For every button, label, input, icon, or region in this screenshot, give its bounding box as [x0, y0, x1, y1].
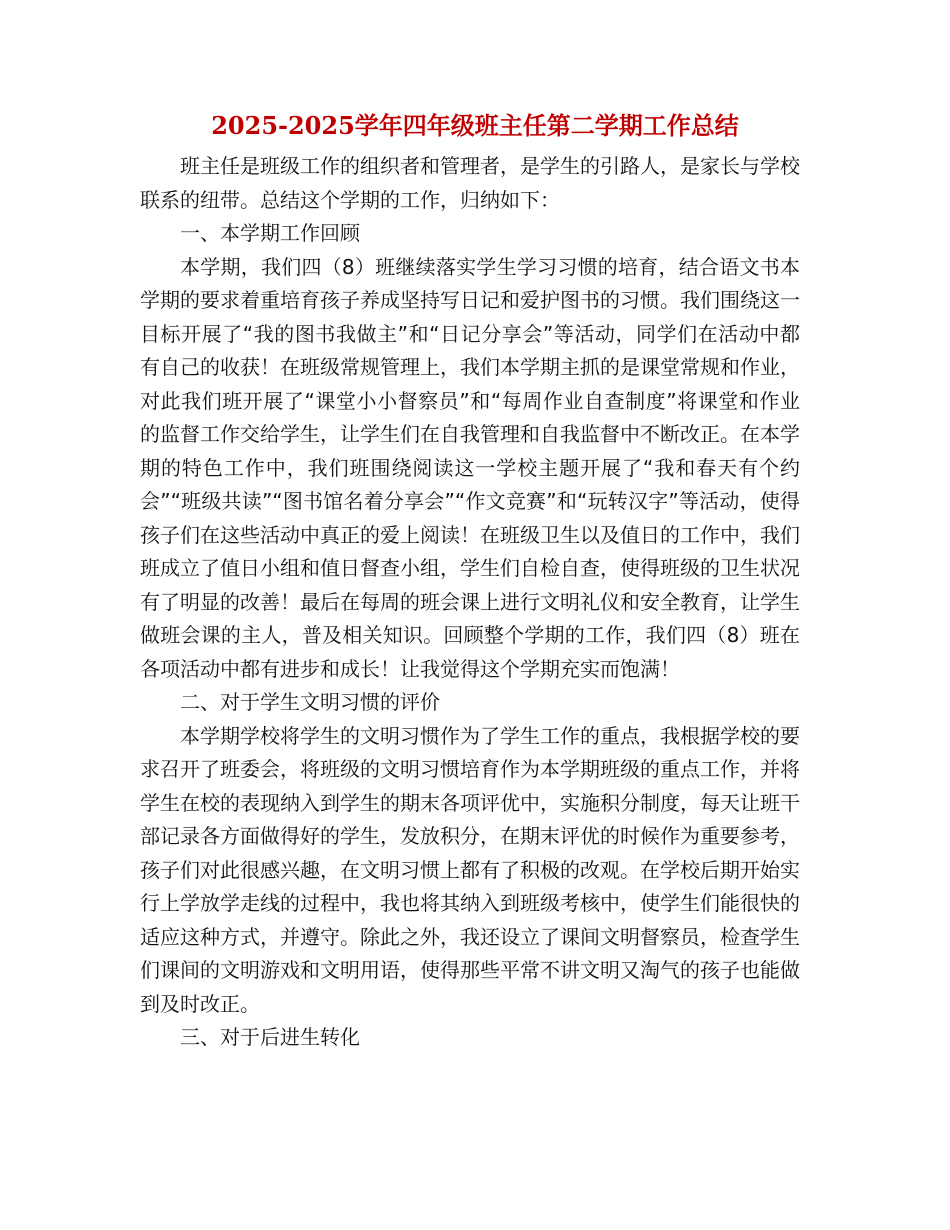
section-heading-3: 三、对于后进生转化: [180, 1025, 360, 1049]
document-body: [140, 150, 800, 1055]
section-paragraph-1: 本学期，我们四（8）班继续落实学生学习习惯的培育，结合语文书本学期的要求着重培育孩子养成坚持写日记和爱护图书的习惯。我们围绕这一目标开展了“我的图书我做主”和“日记分享会”等活动，同学们在活动中都有自己的收获！在班级常规管理上，我们本学期主抓的是课堂常规和作业，对此我们班开展了“课堂小小督察员”和“每周作业自查制度”将课堂和作业的监督工作交给学生，让学生们在自我管理和自我监督中不断改正。在本学期的特色工作中，我们班围绕阅读这一学校主题开展了“我和春天有个约会”“班级共读”“图书馆名着分享会”“作文竞赛”和“玩转汉字”等活动，使得孩子们在这些活动中真正的爱上阅读！在班级卫生以及值日的工作中，我们班成立了值日小组和值日督查小组，学生们自检自查，使得班级的卫生状况有了明显的改善！最后在每周的班会课上进行文明礼仪和安全教育，让学生做班会课的主人，普及相关知识。回顾整个学期的工作，我们四（8）班在各项活动中都有进步和成长！让我觉得这个学期充实而饱满！: [140, 254, 800, 681]
section-paragraph-2: 本学期学校将学生的文明习惯作为了学生工作的重点，我根据学校的要求召开了班委会，将班级的文明习惯培育作为本学期班级的重点工作，并将学生在校的表现纳入到学生的期末各项评优中，实施积分制度，每天让班干部记录各方面做得好的学生，发放积分，在期末评优的时候作为重要参考，孩子们对此很感兴趣，在文明习惯上都有了积极的改观。在学校后期开始实行上学放学走线的过程中，我也将其纳入到班级考核中，使学生们能很快的适应这种方式，并遵守。除此之外，我还设立了课间文明督察员，检查学生们课间的文明游戏和文明用语，使得那些平常不讲文明又淘气的孩子也能做到及时改正。: [140, 723, 800, 1016]
intro-paragraph: 班主任是班级工作的组织者和管理者，是学生的引路人，是家长与学校联系的纽带。总结这个学期的工作，归纳如下：: [140, 154, 800, 212]
document-title: 2025-2025学年四年级班主任第二学期工作总结: [211, 111, 739, 140]
section-heading-2: 二、对于学生文明习惯的评价: [180, 690, 440, 714]
section-heading-1: 一、本学期工作回顾: [180, 221, 360, 245]
